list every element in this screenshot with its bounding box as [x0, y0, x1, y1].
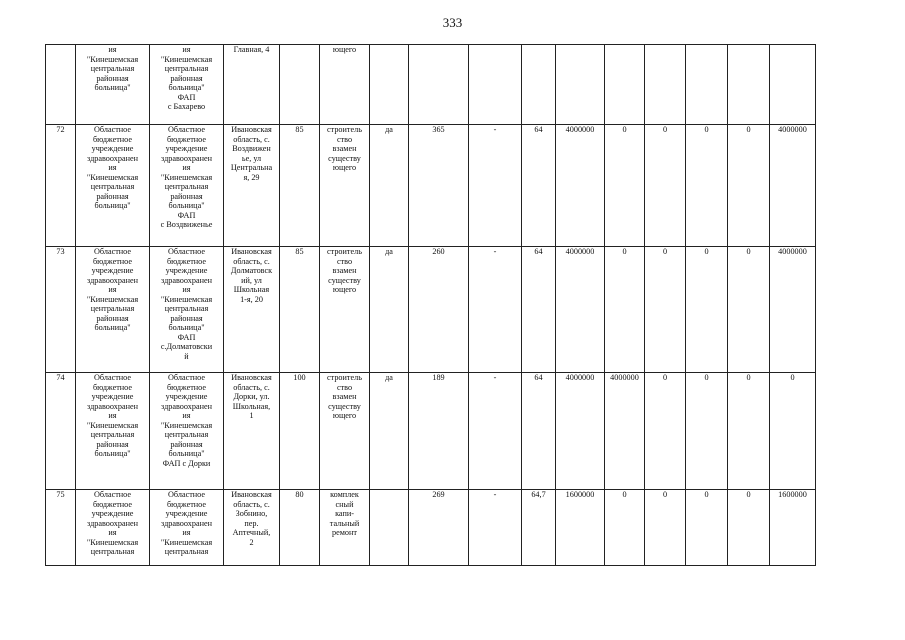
table-cell-flag: да	[370, 125, 409, 247]
table-cell-area: 85	[280, 247, 320, 373]
table-cell-v6: 0	[645, 247, 686, 373]
table-cell-v8	[728, 45, 770, 125]
table-row	[46, 247, 816, 373]
table-cell-v4: 4000000	[556, 373, 605, 490]
table-cell-v3: 64,7	[522, 490, 556, 566]
table-cell-flag: да	[370, 373, 409, 490]
table-cell-address: Ивановская область, с. Долматовск ий, ул Школьная 1-я, 20	[224, 247, 280, 373]
table-cell-v1	[409, 45, 469, 125]
data-table	[45, 44, 816, 566]
table-cell-v6: 0	[645, 490, 686, 566]
table-cell-v6: 0	[645, 373, 686, 490]
table-cell-flag: да	[370, 247, 409, 373]
table-cell-object: Областное бюджетное учреждение здравоохранен ия "Кинешемская центральная	[150, 490, 224, 566]
table-cell-v7: 0	[686, 247, 728, 373]
table-cell-v4: 4000000	[556, 247, 605, 373]
table-cell-owner: Областное бюджетное учреждение здравоохранен ия "Кинешемская центральная	[76, 490, 150, 566]
table-cell-v2: -	[469, 373, 522, 490]
table-cell-area: 80	[280, 490, 320, 566]
table-cell-v7: 0	[686, 373, 728, 490]
table-cell-v9: 4000000	[770, 125, 816, 247]
table-cell-work: строитель ство взамен существу ющего	[320, 125, 370, 247]
table-cell-v8: 0	[728, 247, 770, 373]
table-cell-num: 72	[46, 125, 76, 247]
table-cell-v5	[605, 45, 645, 125]
table-cell-v6: 0	[645, 125, 686, 247]
table-cell-num	[46, 45, 76, 125]
table-cell-work: комплек сный капи- тальный ремонт	[320, 490, 370, 566]
table-cell-address: Ивановская область, с. Дорки, ул. Школьная, 1	[224, 373, 280, 490]
table-cell-owner: Областное бюджетное учреждение здравоохранен ия "Кинешемская центральная районная больница"	[76, 125, 150, 247]
table-cell-owner: ия "Кинешемская центральная районная больница"	[76, 45, 150, 125]
table-cell-v9: 4000000	[770, 247, 816, 373]
table-cell-area: 85	[280, 125, 320, 247]
table-cell-v3	[522, 45, 556, 125]
table-cell-v5: 4000000	[605, 373, 645, 490]
table-cell-v9: 1600000	[770, 490, 816, 566]
table-cell-num: 73	[46, 247, 76, 373]
table-cell-work: строитель ство взамен существу ющего	[320, 373, 370, 490]
table-cell-v4: 1600000	[556, 490, 605, 566]
table-cell-work: ющего	[320, 45, 370, 125]
table-cell-v1: 189	[409, 373, 469, 490]
table-cell-v4	[556, 45, 605, 125]
table-cell-v8: 0	[728, 373, 770, 490]
table-cell-v6	[645, 45, 686, 125]
table-cell-v9: 0	[770, 373, 816, 490]
table-cell-v7: 0	[686, 125, 728, 247]
table-cell-owner: Областное бюджетное учреждение здравоохранен ия "Кинешемская центральная районная больница"	[76, 373, 150, 490]
table-cell-owner: Областное бюджетное учреждение здравоохранен ия "Кинешемская центральная районная больница"	[76, 247, 150, 373]
table-cell-v8: 0	[728, 490, 770, 566]
table-cell-v8: 0	[728, 125, 770, 247]
table-cell-object: Областное бюджетное учреждение здравоохранен ия "Кинешемская центральная районная больница" ФАП с Дорки	[150, 373, 224, 490]
table-cell-v7: 0	[686, 490, 728, 566]
table-row	[46, 490, 816, 566]
table-cell-v3: 64	[522, 373, 556, 490]
table-cell-v9	[770, 45, 816, 125]
table-cell-address: Ивановская область, с. Зобнино, пер. Аптечный, 2	[224, 490, 280, 566]
table-cell-address: Главная, 4	[224, 45, 280, 125]
table-cell-v5: 0	[605, 490, 645, 566]
table-row	[46, 373, 816, 490]
table-cell-address: Ивановская область, с. Воздвижен ье, ул Центральна я, 29	[224, 125, 280, 247]
table-cell-v1: 260	[409, 247, 469, 373]
table-cell-v3: 64	[522, 247, 556, 373]
table-cell-object: ия "Кинешемская центральная районная больница" ФАП с Бахарево	[150, 45, 224, 125]
table-cell-num: 75	[46, 490, 76, 566]
table-cell-v2	[469, 45, 522, 125]
table-cell-v5: 0	[605, 247, 645, 373]
table-cell-v2: -	[469, 490, 522, 566]
table-cell-v1: 365	[409, 125, 469, 247]
table-cell-v4: 4000000	[556, 125, 605, 247]
table-cell-area: 100	[280, 373, 320, 490]
table-cell-object: Областное бюджетное учреждение здравоохранен ия "Кинешемская центральная районная больница" ФАП с.Долматовски й	[150, 247, 224, 373]
page-number: 333	[442, 15, 463, 30]
table-cell-num: 74	[46, 373, 76, 490]
table-cell-v5: 0	[605, 125, 645, 247]
table-cell-work: строитель ство взамен существу ющего	[320, 247, 370, 373]
table-cell-v2: -	[469, 247, 522, 373]
table-row	[46, 45, 816, 125]
table-cell-flag	[370, 45, 409, 125]
table-cell-area	[280, 45, 320, 125]
table-cell-v7	[686, 45, 728, 125]
table-cell-v1: 269	[409, 490, 469, 566]
table-row	[46, 125, 816, 247]
table-cell-object: Областное бюджетное учреждение здравоохранен ия "Кинешемская центральная районная больница" ФАП с Воздвиженье	[150, 125, 224, 247]
table-cell-v3: 64	[522, 125, 556, 247]
table-cell-v2: -	[469, 125, 522, 247]
table-cell-flag	[370, 490, 409, 566]
